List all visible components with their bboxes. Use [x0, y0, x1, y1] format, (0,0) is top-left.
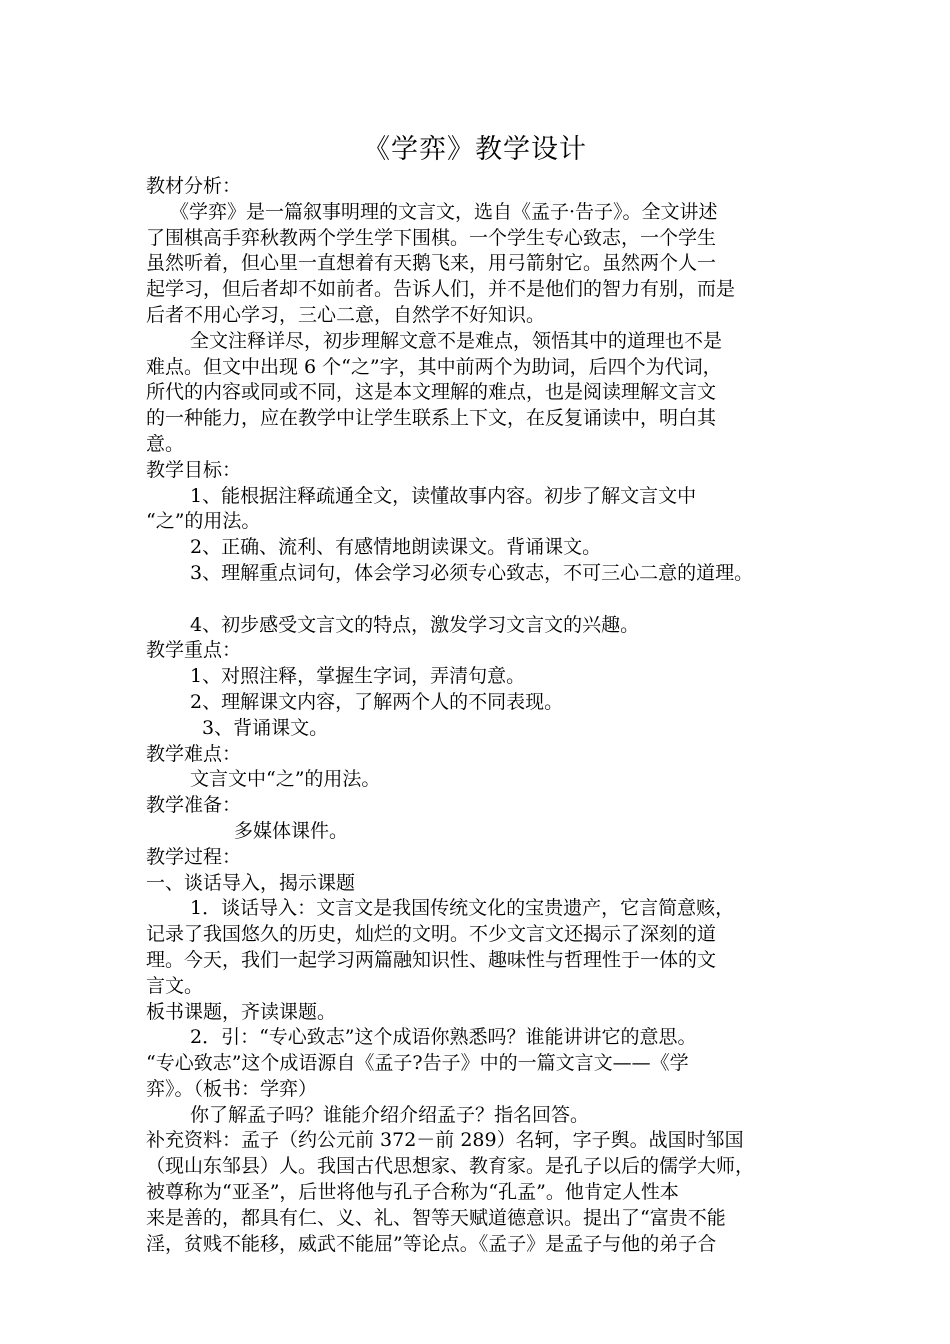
process-step-heading: 一、谈话导入，揭示课题 — [146, 871, 356, 894]
analysis-paragraph-1-line: 后者不用心学习，三心二意，自然学不好知识。 — [146, 303, 546, 326]
goal-item-1-continued: “之”的用法。 — [146, 510, 261, 533]
goal-item-2: 2、正确、流利、有感情地朗读课文。背诵课文。 — [190, 536, 602, 559]
analysis-paragraph-1-line: 了围棋高手弈秋教两个学生学下围棋。一个学生专心致志，一个学生 — [146, 226, 717, 249]
analysis-paragraph-2-line: 意。 — [146, 432, 185, 455]
board-note: 板书课题，齐读课题。 — [146, 1000, 337, 1023]
section-heading-process: 教学过程： — [146, 845, 242, 868]
document-body — [146, 174, 826, 1257]
prep-item: 多媒体课件。 — [234, 819, 349, 842]
analysis-paragraph-1-line: 虽然听着，但心里一直想着有天鹅飞来，用弓箭射它。虽然两个人一 — [146, 252, 717, 275]
analysis-paragraph-1-line: 《学弈》是一篇叙事明理的文言文，选自《孟子·告子》。全文讲述 — [170, 200, 718, 223]
section-heading-goals: 教学目标： — [146, 458, 242, 481]
supplement-paragraph-line: 来是善的，都具有仁、义、礼、智等天赋道德意识。提出了“富贵不能 — [146, 1206, 726, 1229]
supplement-paragraph-line: 被尊称为“亚圣”，后世将他与孔子合称为“孔孟”。他肯定人性本 — [146, 1181, 679, 1204]
analysis-paragraph-2-line: 全文注释详尽，初步理解文意不是难点，领悟其中的道理也不是 — [190, 329, 723, 352]
section-heading-keypoints: 教学重点： — [146, 639, 242, 662]
goal-item-4: 4、初步感受文言文的特点，激发学习文言文的兴趣。 — [190, 613, 640, 636]
intro-paragraph-line: 言文。 — [146, 974, 204, 997]
section-heading-analysis: 教材分析： — [146, 175, 242, 197]
analysis-paragraph-2-line: 的一种能力，应在教学中让学生联系上下文，在反复诵读中，明白其 — [146, 407, 717, 430]
section-heading-difficulty: 教学难点： — [146, 742, 242, 765]
analysis-paragraph-2-line: 难点。但文中出现 6 个“之”字，其中前两个为助词，后四个为代词， — [146, 355, 722, 378]
analysis-paragraph-2-line: 所代的内容或同或不同，这是本文理解的难点，也是阅读理解文言文 — [146, 381, 717, 404]
lead-paragraph-line: “专心致志”这个成语源自《孟子?告子》中的一篇文言文——《学 — [146, 1052, 689, 1075]
intro-paragraph-line: 理。今天，我们一起学习两篇融知识性、趣味性与哲理性于一体的文 — [146, 948, 717, 971]
supplement-paragraph-line: 淫，贫贱不能移，威武不能屈”等论点。《孟子》是孟子与他的弟子合 — [146, 1232, 717, 1255]
page-title: 《学弈》教学设计 — [363, 134, 587, 165]
section-heading-prep: 教学准备： — [146, 794, 242, 817]
ask-line: 你了解孟子吗？谁能介绍介绍孟子？指名回答。 — [190, 1103, 590, 1126]
intro-paragraph-line: 1．谈话导入：文言文是我国传统文化的宝贵遗产，它言简意赅， — [190, 897, 735, 920]
analysis-paragraph-1-line: 起学习，但后者却不如前者。告诉人们，并不是他们的智力有别，而是 — [146, 278, 736, 301]
intro-paragraph-line: 记录了我国悠久的历史，灿烂的文明。不少文言文还揭示了深刻的道 — [146, 923, 717, 946]
lead-paragraph-line: 2．引：“专心致志”这个成语你熟悉吗？谁能讲讲它的意思。 — [190, 1026, 697, 1049]
blank-line — [146, 587, 826, 613]
lead-paragraph-line: 弈》。（板书：学弈） — [146, 1077, 318, 1100]
keypoint-item-2: 2、理解课文内容，了解两个人的不同表现。 — [190, 690, 564, 713]
supplement-paragraph-line: 补充资料：孟子（约公元前 372－前 289）名轲，字子舆。战国时邹国 — [146, 1129, 744, 1152]
supplement-paragraph-line: （现山东邹县）人。我国古代思想家、教育家。是孔子以后的儒学大师， — [146, 1155, 755, 1178]
goal-item-1: 1、能根据注释疏通全文，读懂故事内容。初步了解文言文中 — [190, 484, 697, 507]
keypoint-item-3: 3、背诵课文。 — [202, 716, 329, 739]
difficulty-item: 文言文中“之”的用法。 — [190, 768, 381, 791]
goal-item-3: 3、理解重点词句，体会学习必须专心致志，不可三心二意的道理。 — [190, 561, 754, 584]
keypoint-item-1: 1、对照注释，掌握生字词，弄清句意。 — [190, 665, 526, 688]
